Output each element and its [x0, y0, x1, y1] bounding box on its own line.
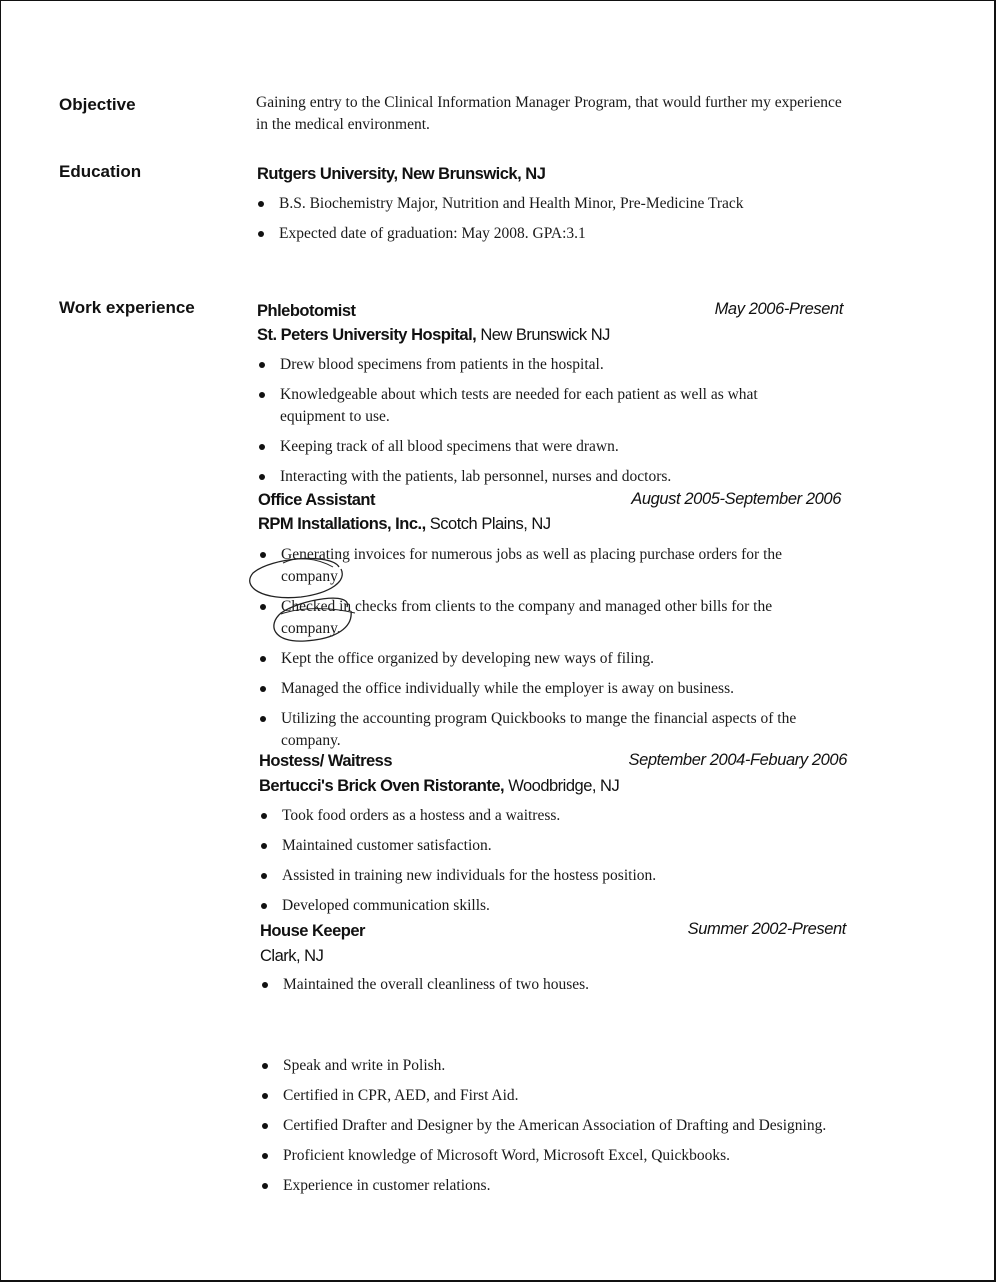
list-item: Developed communication skills. — [259, 895, 829, 917]
job-date: May 2006-Present — [714, 300, 843, 318]
list-item: Kept the office organized by developing new ways of filing. — [258, 648, 828, 670]
list-item: Checked in checks from clients to the company and managed other bills for the company. — [258, 596, 828, 640]
job-org-name: Bertucci's Brick Oven Ristorante, — [259, 777, 505, 795]
skills-bullets — [260, 1055, 830, 1205]
job-org-name: RPM Installations, Inc., — [258, 515, 426, 533]
education-bullets — [256, 193, 856, 253]
list-item: Interacting with the patients, lab personnel, nurses and doctors. — [257, 466, 817, 488]
list-item: Experience in customer relations. — [260, 1175, 830, 1197]
list-item: Maintained customer satisfaction. — [259, 835, 829, 857]
list-item: Drew blood specimens from patients in the hospital. — [257, 354, 817, 376]
job-organization — [259, 777, 619, 796]
job-organization — [257, 326, 610, 345]
job-title: Phlebotomist — [257, 302, 356, 320]
job-date: September 2004-Febuary 2006 — [628, 751, 847, 769]
job-date: Summer 2002-Present — [687, 920, 846, 938]
list-item: Knowledgeable about which tests are needed for each patient as well as what equipment to use. — [257, 384, 817, 428]
job-bullets — [258, 544, 828, 760]
list-item: Expected date of graduation: May 2008. GPA:3.1 — [256, 223, 856, 245]
objective-text: Gaining entry to the Clinical Information Manager Program, that would further my experience in the medical environment. — [256, 94, 842, 133]
job-organization — [260, 947, 323, 966]
job-title: House Keeper — [260, 922, 365, 940]
job-title: Hostess/ Waitress — [259, 752, 393, 770]
job-title: Office Assistant — [258, 491, 376, 509]
list-item: Took food orders as a hostess and a waitress. — [259, 805, 829, 827]
list-item: Certified Drafter and Designer by the American Association of Drafting and Designing. — [260, 1115, 830, 1137]
list-item: Proficient knowledge of Microsoft Word, Microsoft Excel, Quickbooks. — [260, 1145, 830, 1167]
objective-label: Objective — [59, 95, 136, 114]
list-item: Keeping track of all blood specimens that were drawn. — [257, 436, 817, 458]
list-item: Managed the office individually while the employer is away on business. — [258, 678, 828, 700]
list-item: Certified in CPR, AED, and First Aid. — [260, 1085, 830, 1107]
list-item: Speak and write in Polish. — [260, 1055, 830, 1077]
job-date: August 2005-September 2006 — [631, 490, 841, 508]
list-item: Maintained the overall cleanliness of two houses. — [260, 974, 830, 996]
job-location: Woodbridge, NJ — [504, 777, 620, 795]
list-item: Utilizing the accounting program Quickbooks to mange the financial aspects of the company. — [258, 708, 828, 752]
list-item: B.S. Biochemistry Major, Nutrition and Health Minor, Pre-Medicine Track — [256, 193, 856, 215]
job-location: Scotch Plains, NJ — [425, 515, 551, 533]
list-item: Assisted in training new individuals for the hostess position. — [259, 865, 829, 887]
job-bullets — [257, 354, 817, 496]
work-experience-label: Work experience — [59, 298, 195, 317]
job-location: New Brunswick NJ — [476, 326, 610, 344]
job-location: Clark, NJ — [260, 947, 324, 965]
education-label: Education — [59, 162, 142, 181]
job-org-name: St. Peters University Hospital, — [257, 326, 477, 344]
education-school: Rutgers University, New Brunswick, NJ — [257, 165, 546, 183]
job-organization — [258, 515, 551, 534]
job-bullets — [259, 805, 829, 925]
job-bullets — [260, 974, 830, 1004]
list-item: Generating invoices for numerous jobs as well as placing purchase orders for the company — [258, 544, 828, 588]
